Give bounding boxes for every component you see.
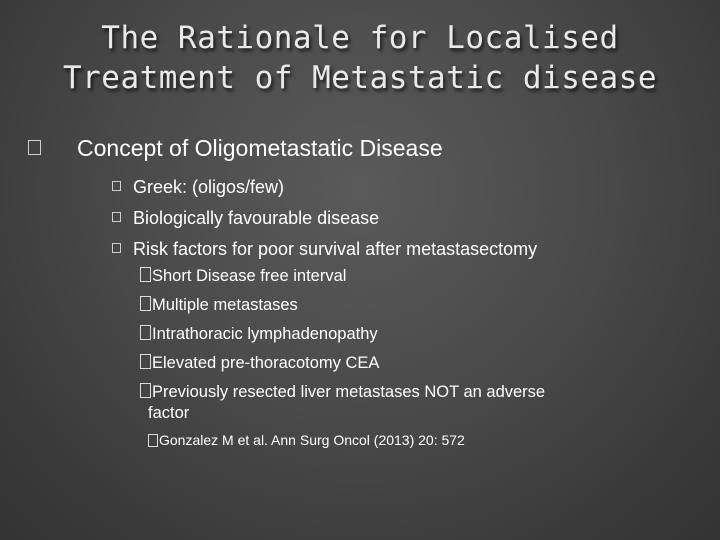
- list-item-text: Biologically favourable disease: [133, 208, 380, 228]
- list-item: [112, 172, 537, 203]
- list-item: [140, 378, 660, 424]
- missing-glyph-icon: [140, 325, 151, 340]
- slide-title: [40, 18, 680, 98]
- list-item-text: Short Disease free interval: [152, 267, 347, 285]
- missing-glyph-icon: [148, 434, 158, 447]
- list-item: [112, 234, 537, 265]
- square-bullet-icon: [112, 212, 121, 222]
- list-item-text: Previously resected liver metastases NOT an adverse: [152, 383, 546, 401]
- missing-glyph-icon: [140, 296, 151, 311]
- slide-title-line-2: Treatment of Metastatic disease: [62, 60, 658, 96]
- list-item-text: Greek: (oligos/few): [133, 177, 285, 197]
- missing-glyph-icon: [140, 354, 151, 369]
- bullet-list-level-3: [140, 262, 660, 424]
- list-item-text: Risk factors for poor survival after metastasectomy: [133, 239, 538, 259]
- list-item: [140, 291, 660, 320]
- bullet-level-1-text: Concept of Oligometastatic Disease: [77, 135, 443, 161]
- list-item-text: Elevated pre-thoracotomy CEA: [152, 354, 380, 372]
- bullet-level-1: [28, 133, 443, 163]
- square-bullet-icon: [112, 243, 121, 253]
- citation: [148, 430, 465, 450]
- slide-title-line-1: The Rationale for Localised: [101, 20, 619, 56]
- list-item-text: Multiple metastases: [152, 296, 298, 314]
- square-bullet-icon: [28, 140, 41, 155]
- list-item: [140, 349, 660, 378]
- list-item-text-continued: factor: [148, 404, 190, 422]
- missing-glyph-icon: [140, 383, 151, 398]
- bullet-list-level-2: [112, 172, 537, 265]
- list-item: [140, 320, 660, 349]
- list-item: [140, 262, 660, 291]
- list-item: [112, 203, 537, 234]
- citation-text: Gonzalez M et al. Ann Surg Oncol (2013) 20: 572: [159, 432, 465, 448]
- square-bullet-icon: [112, 181, 121, 191]
- list-item-text: Intrathoracic lymphadenopathy: [152, 325, 378, 343]
- missing-glyph-icon: [140, 267, 151, 282]
